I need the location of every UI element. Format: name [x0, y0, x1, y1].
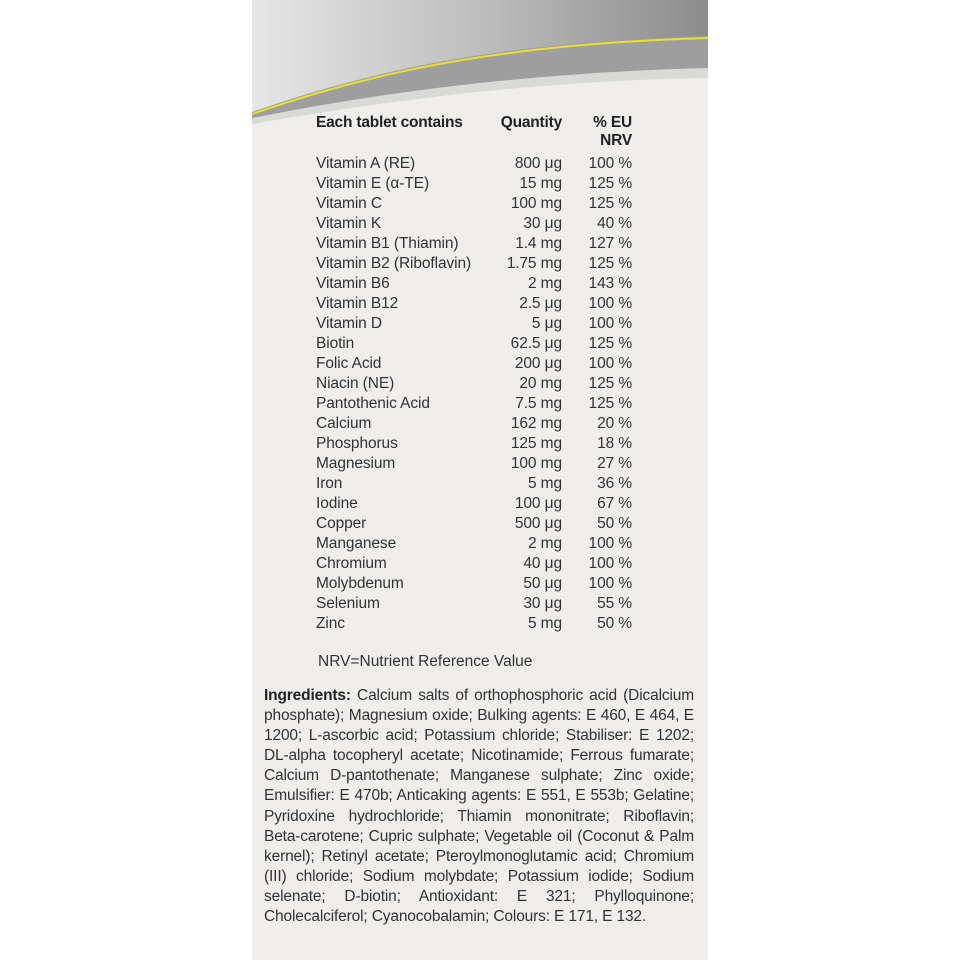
nrv-percent: 100 %: [588, 575, 632, 592]
quantity-value: 2 mg: [527, 535, 562, 552]
quantity-value: 15 mg: [519, 175, 562, 192]
quantity-value: 500 μg: [514, 515, 562, 532]
nutrient-name: Biotin: [316, 335, 355, 352]
table-row: [316, 374, 646, 394]
nrv-percent: 36 %: [597, 475, 632, 492]
quantity-value: 30 μg: [523, 595, 562, 612]
nutrient-name: Copper: [316, 515, 367, 532]
quantity-value: 40 μg: [523, 555, 562, 572]
table-row: [316, 394, 646, 414]
quantity-value: 800 μg: [514, 155, 562, 172]
nrv-percent: 100 %: [588, 155, 632, 172]
nutrient-name: Zinc: [316, 615, 345, 632]
quantity-value: 200 μg: [514, 355, 562, 372]
quantity-value: 7.5 mg: [515, 395, 562, 412]
quantity-value: 100 mg: [510, 455, 562, 472]
nrv-percent: 100 %: [588, 535, 632, 552]
quantity-value: 2.5 μg: [519, 295, 562, 312]
table-row: [316, 614, 646, 634]
nutrient-name: Vitamin A (RE): [316, 155, 416, 172]
table-row: [316, 574, 646, 594]
table-row: [316, 514, 646, 534]
nutrient-name: Chromium: [316, 555, 387, 572]
quantity-value: 5 mg: [527, 475, 562, 492]
nutrient-name: Vitamin E (α-TE): [316, 175, 430, 192]
nrv-percent: 125 %: [588, 255, 632, 272]
table-row: [316, 314, 646, 334]
nrv-percent: 20 %: [597, 415, 632, 432]
table-row: [316, 354, 646, 374]
ingredients-paragraph: [264, 686, 694, 927]
quantity-value: 100 mg: [510, 195, 562, 212]
quantity-value: 5 mg: [527, 615, 562, 632]
nutrient-name: Iodine: [316, 495, 358, 512]
table-row: [316, 234, 646, 254]
nrv-percent: 100 %: [588, 355, 632, 372]
nrv-percent: 125 %: [588, 335, 632, 352]
nrv-percent: 55 %: [597, 595, 632, 612]
nutrient-name: Vitamin K: [316, 215, 382, 232]
quantity-value: 162 mg: [510, 415, 562, 432]
nutrient-name: Pantothenic Acid: [316, 395, 430, 412]
header-quantity: Quantity: [500, 114, 562, 131]
table-row: [316, 274, 646, 294]
nrv-percent: 50 %: [597, 615, 632, 632]
nrv-percent: 125 %: [588, 375, 632, 392]
table-body: [316, 154, 646, 634]
nrv-percent: 27 %: [597, 455, 632, 472]
table-header: [316, 114, 646, 154]
table-row: [316, 474, 646, 494]
table-row: [316, 554, 646, 574]
nutrient-name: Vitamin B12: [316, 295, 399, 312]
quantity-value: 100 μg: [514, 495, 562, 512]
nrv-percent: 127 %: [588, 235, 632, 252]
nrv-percent: 50 %: [597, 515, 632, 532]
table-row: [316, 594, 646, 614]
nrv-percent: 100 %: [588, 315, 632, 332]
header-nrv: % EU NRV: [593, 114, 632, 149]
nutrient-name: Folic Acid: [316, 355, 382, 372]
product-label-panel: [252, 0, 708, 960]
quantity-value: 2 mg: [527, 275, 562, 292]
table-row: [316, 154, 646, 174]
table-row: [316, 494, 646, 514]
nrv-percent: 125 %: [588, 195, 632, 212]
table-row: [316, 454, 646, 474]
nrv-percent: 143 %: [588, 275, 632, 292]
nutrient-name: Niacin (NE): [316, 375, 395, 392]
nutrient-name: Molybdenum: [316, 575, 404, 592]
nutrient-name: Selenium: [316, 595, 380, 612]
ingredients-text: Calcium salts of orthophosphoric acid (Dicalcium phosphate); Magnesium oxide; Bulking agents: E 460, E 464, E 1200; L-ascorbic acid; Potassium chloride; Stabiliser: E 1202; DL-alpha tocopheryl acetate; Nicotinamide; Ferrous fumarate; Calcium D-pantothenate; Manganese sulphate; Zinc oxide; Emulsifier: E 470b; Anticaking agents: E 551, E 553b; Gelatine; Pyridoxine hydrochloride; Thiamin mononitrate; Riboflavin; Beta-carotene; Cupric sulphate; Vegetable oil (Coconut & Palm kernel); Retinyl acetate; Pteroylmonoglutamic acid; Chromium (III) chloride; Sodium molybdate; Potassium iodide; Sodium selenate; D-biotin; Antioxidant: E 321; Phylloquinone; Cholecalciferol; Cyanocobalamin; Colours: E 171, E 132.: [264, 687, 694, 926]
table-row: [316, 414, 646, 434]
nutrient-name: Magnesium: [316, 455, 396, 472]
quantity-value: 5 μg: [531, 315, 562, 332]
table-row: [316, 434, 646, 454]
quantity-value: 1.4 mg: [515, 235, 562, 252]
nrv-percent: 18 %: [597, 435, 632, 452]
table-row: [316, 334, 646, 354]
nutrient-name: Vitamin B2 (Riboflavin): [316, 255, 472, 272]
nutrient-name: Vitamin B1 (Thiamin): [316, 235, 459, 252]
table-row: [316, 214, 646, 234]
nrv-percent: 67 %: [597, 495, 632, 512]
header-nutrient: Each tablet contains: [316, 114, 463, 131]
table-row: [316, 194, 646, 214]
quantity-value: 62.5 μg: [510, 335, 562, 352]
nrv-percent: 125 %: [588, 175, 632, 192]
quantity-value: 125 mg: [510, 435, 562, 452]
nutrient-name: Calcium: [316, 415, 372, 432]
nutrient-name: Iron: [316, 475, 343, 492]
nrv-percent: 100 %: [588, 295, 632, 312]
table-row: [316, 294, 646, 314]
table-row: [316, 534, 646, 554]
table-row: [316, 174, 646, 194]
ingredients-label: Ingredients:: [264, 687, 351, 704]
quantity-value: 50 μg: [523, 575, 562, 592]
nrv-footnote: NRV=Nutrient Reference Value: [318, 653, 533, 670]
decorative-swoosh-graphic: [252, 0, 708, 130]
quantity-value: 1.75 mg: [506, 255, 562, 272]
quantity-value: 20 mg: [519, 375, 562, 392]
nutrient-name: Manganese: [316, 535, 397, 552]
nutrient-name: Vitamin C: [316, 195, 383, 212]
nrv-percent: 40 %: [597, 215, 632, 232]
table-row: [316, 254, 646, 274]
nrv-percent: 125 %: [588, 395, 632, 412]
nutrient-name: Phosphorus: [316, 435, 398, 452]
quantity-value: 30 μg: [523, 215, 562, 232]
nutrient-name: Vitamin D: [316, 315, 383, 332]
nutrient-name: Vitamin B6: [316, 275, 390, 292]
nrv-percent: 100 %: [588, 555, 632, 572]
nutrition-table: [316, 114, 646, 634]
